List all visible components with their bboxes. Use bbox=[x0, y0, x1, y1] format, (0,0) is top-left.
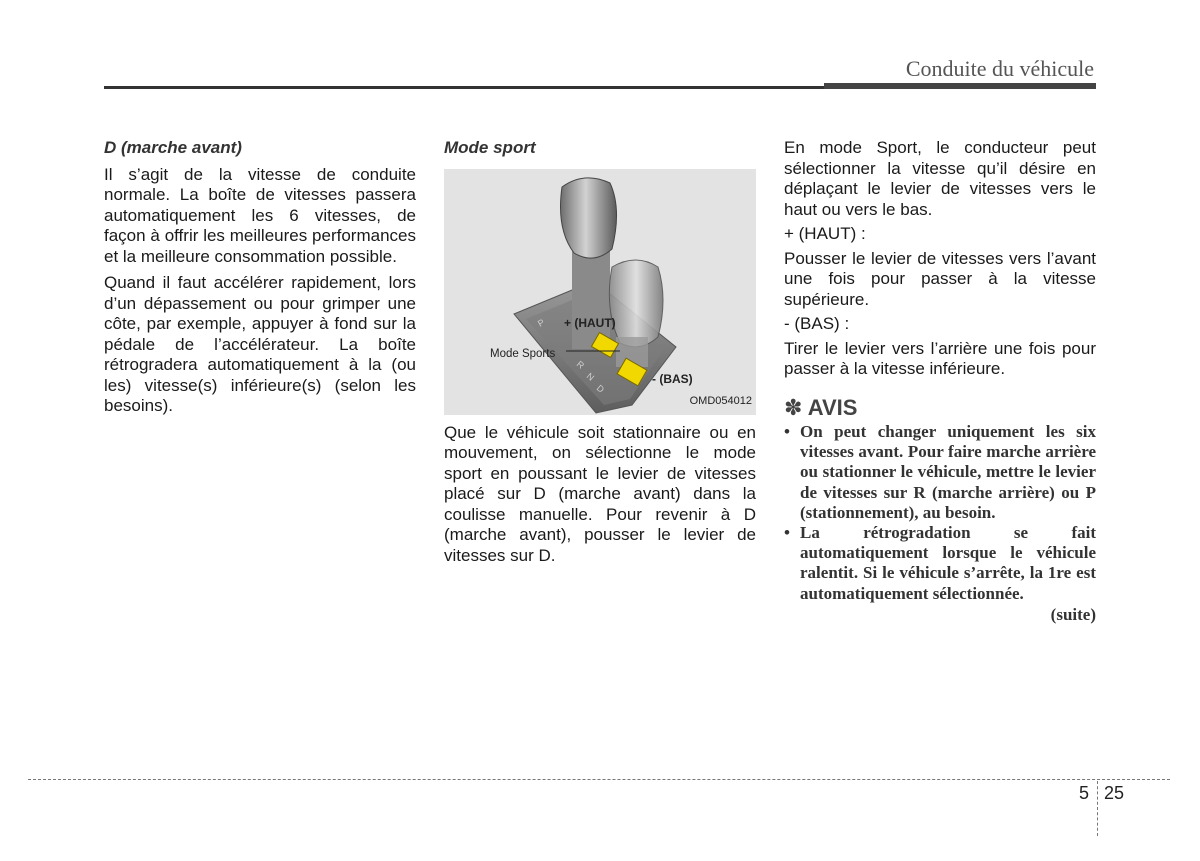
paragraph-sport-mode-intro: En mode Sport, le conducteur peut sélectionner la vitesse qu’il désire en déplaçant le levier de vitesses vers le haut ou vers le bas. bbox=[784, 138, 1096, 219]
label-bas: - (BAS) : bbox=[784, 314, 850, 333]
chapter-number: 5 bbox=[1079, 783, 1090, 803]
figure-label-mode-sports: Mode Sports bbox=[490, 347, 556, 360]
figure-code: OMD054012 bbox=[689, 395, 752, 407]
figure-label-down: - (BAS) bbox=[652, 371, 693, 386]
gear-shifter-figure bbox=[444, 169, 756, 415]
page-number: 25 bbox=[1104, 783, 1125, 803]
label-haut: + (HAUT) : bbox=[784, 224, 866, 243]
notice-item: • La rétrogradation se fait automatiquement lorsque le véhicule ralentit. Si le véhicule s’arrête, la 1re est automatiquement sélectionnée. bbox=[784, 523, 1096, 604]
paragraph-drive-normal: Il s’agit de la vitesse de conduite normale. La boîte de vitesses passera automatiquement les 6 vitesses, de façon à offrir les meilleures performances et la meilleure consommation possible. bbox=[104, 164, 416, 266]
svg-text:P: P bbox=[536, 316, 547, 329]
section-heading-sport-mode: Mode sport bbox=[444, 138, 536, 157]
notice-list bbox=[784, 422, 1096, 604]
page-header-title: Conduite du véhicule bbox=[905, 56, 1094, 81]
continued-label: (suite) bbox=[1050, 604, 1096, 624]
gear-shifter-illustration bbox=[444, 169, 756, 415]
column-middle bbox=[444, 138, 756, 572]
column-right bbox=[784, 138, 1096, 625]
svg-text:D: D bbox=[594, 382, 607, 395]
paragraph-haut: Pousser le levier de vitesses vers l’avant une fois pour passer à la vitesse supérieure. bbox=[784, 248, 1096, 309]
paragraph-bas: Tirer le levier vers l’arrière une fois pour passer à la vitesse inférieure. bbox=[784, 338, 1096, 378]
column-left bbox=[104, 138, 416, 423]
svg-text:R: R bbox=[574, 358, 587, 371]
notice-title: ✽ AVIS bbox=[784, 394, 858, 420]
footer-divider bbox=[1097, 781, 1098, 836]
paragraph-sport-mode-select: Que le véhicule soit stationnaire ou en mouvement, on sélectionne le mode sport en poussant le levier de vitesses placé sur D (marche avant) dans la coulisse manuelle. Pour revenir à D (marche avant), pousser le levier de vitesses sur D. bbox=[444, 422, 756, 565]
figure-label-up: + (HAUT) bbox=[564, 315, 616, 330]
header-rule-accent bbox=[824, 83, 1096, 89]
section-heading-drive: D (marche avant) bbox=[104, 138, 242, 157]
footer-rule bbox=[28, 779, 1170, 780]
paragraph-drive-kickdown: Quand il faut accélérer rapidement, lors d’un dépassement ou pour grimper une côte, par exemple, appuyer à fond sur la pédale de l’accélérateur. La boîte rétrogradera automatiquement à la (ou les) vitesse(s) inférieure(s) (selon les besoins). bbox=[104, 273, 416, 415]
notice-item: • On peut changer uniquement les six vitesses avant. Pour faire marche arrière ou stationner le véhicule, mettre le levier de vitesses sur R (marche arrière) ou P (stationnement), au besoin. bbox=[784, 422, 1096, 523]
svg-text:N: N bbox=[584, 370, 597, 383]
